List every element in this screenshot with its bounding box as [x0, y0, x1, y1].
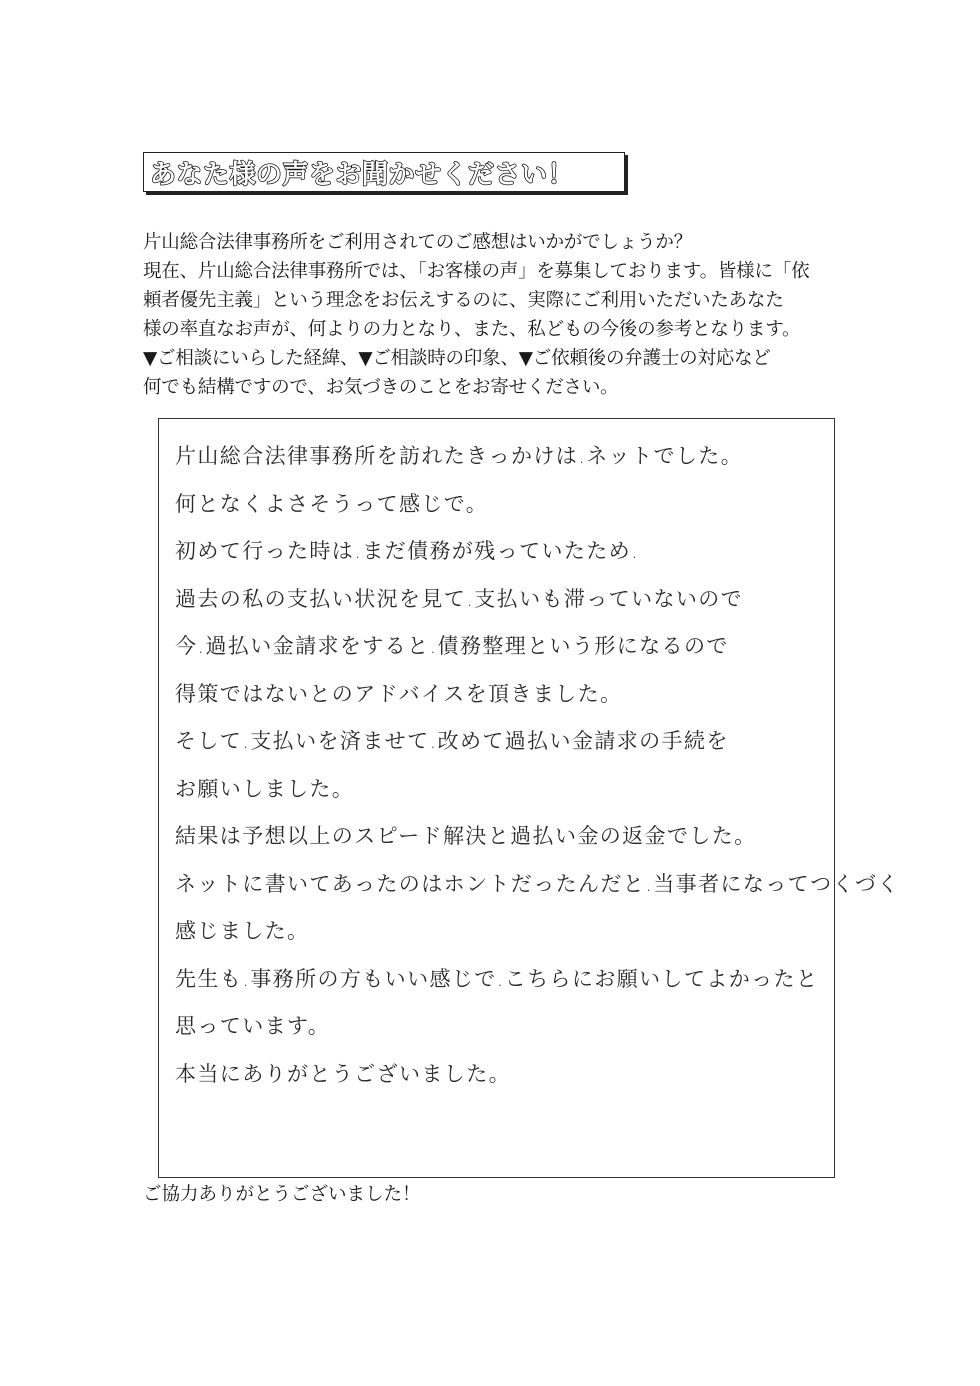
- handwritten-line: 片山総合法律事務所を訪れたきっかけは.ネットでした。: [175, 444, 744, 468]
- handwritten-line: 得策ではないとのアドバイスを頂きました。: [175, 681, 623, 706]
- title-box: [143, 152, 625, 192]
- handwritten-line: 過去の私の支払い状況を見て.支払いも滞っていないので: [175, 586, 744, 611]
- intro-text: [143, 228, 863, 402]
- page-title: あなた様の声をお聞かせください！: [150, 159, 575, 190]
- handwritten-line: 思っています。: [175, 1014, 331, 1038]
- intro-line: 現在、片山総合法律事務所では、「お客様の声」を募集しております。皆様に「依: [143, 261, 810, 282]
- comment-box: [158, 418, 900, 1178]
- intro-line: 様の率直なお声が、何よりの力となり、また、私どもの今後の参考となります。: [143, 319, 801, 340]
- intro-line: 頼者優先主義」という理念をお伝えするのに、実際にご利用いただいたあなた: [143, 290, 784, 311]
- handwritten-line: 初めて行った時は.まだ債務が残っていたため.: [175, 539, 640, 563]
- handwritten-line: ネットに書いてあったのはホントだったんだと.当事者になってつくづく: [175, 871, 900, 896]
- handwritten-line: お願いしました。: [175, 776, 355, 801]
- handwritten-line: 本当にありがとうございました。: [175, 1061, 511, 1086]
- intro-line: 何でも結構ですので、お気づきのことをお寄せください。: [143, 377, 619, 398]
- handwritten-line: 何となくよさそうって感じで。: [175, 491, 489, 516]
- handwritten-line: 感じました。: [175, 919, 310, 943]
- intro-line: ▼ご相談にいらした経緯、▼ご相談時の印象、▼ご依頼後の弁護士の対応など: [143, 348, 771, 369]
- handwritten-line: 結果は予想以上のスピード解決と過払い金の返金でした。: [175, 824, 757, 848]
- handwritten-line: 今.過払い金請求をすると.債務整理という形になるので: [175, 634, 729, 658]
- closing-text: ご協力ありがとうございました！: [143, 1184, 421, 1205]
- handwritten-line: 先生も.事務所の方もいい感じで.こちらにお願いしてよかったと: [175, 966, 819, 991]
- handwritten-comment: [175, 433, 900, 1098]
- handwritten-line: そして.支払いを済ませて.改めて過払い金請求の手続を: [175, 729, 729, 753]
- intro-line: 片山総合法律事務所をご利用されてのご感想はいかがでしょうか？: [143, 232, 693, 253]
